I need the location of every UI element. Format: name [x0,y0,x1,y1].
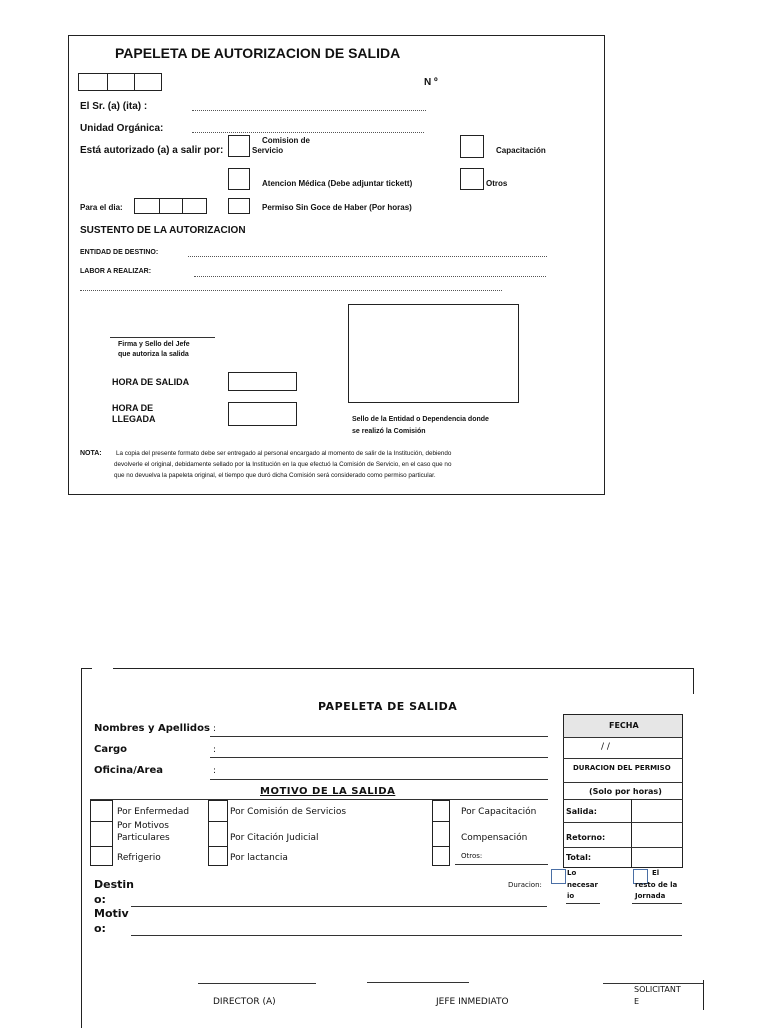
form2-motivo-label-2: o: [94,922,106,935]
form2-salida-label: Salida: [566,807,597,816]
form2-frame-top [113,668,693,669]
form2-resto-underline [632,903,682,904]
form1-entidad-label: ENTIDAD DE DESTINO: [80,249,159,256]
form2-lactancia-checkbox[interactable] [208,846,228,866]
form2-refrigerio-checkbox[interactable] [90,846,113,866]
form2-capacitacion-label: Por Capacitación [461,807,537,817]
form1-nota-line-3: que no devuelva la papeleta original, el tiempo que duró dicha Comisión será considerado como permiso particular. [114,472,436,479]
form1-unidad-field[interactable] [192,132,424,133]
form2-motivo-field[interactable] [131,935,682,936]
form1-firma-line [110,337,215,338]
form2-lo-necesario-checkbox[interactable] [551,869,566,884]
form2-comision-label: Por Comisión de Servicios [230,807,347,817]
form1-sr-label: El Sr. (a) (ita) : [80,101,148,112]
form2-lo-necesario-underline [566,903,600,904]
form2-citacion-label: Por Citación Judicial [230,833,319,843]
form2-compensacion-checkbox[interactable] [432,821,450,847]
form1-hora-llegada-field[interactable] [228,402,297,426]
form1-dia-box-3[interactable] [182,198,207,214]
form2-comision-checkbox[interactable] [208,800,228,822]
form2-duracion-header: DURACION DEL PERMISO [573,764,671,772]
form1-hora-llegada-label-1: HORA DE [112,403,154,413]
form2-particulares-checkbox[interactable] [90,821,113,847]
form2-lo-necesario-label-1: Lo [567,869,577,877]
form1-number-box-1[interactable] [78,73,108,91]
form2-fecha-header: FECHA [609,721,639,730]
form2-motivo-label-1: Motiv [94,907,129,920]
form2-oficina-colon: : [213,766,217,776]
form1-firma-label-2: que autoriza la salida [118,351,189,358]
form2-retorno-label: Retorno: [566,833,606,842]
form1-nota-label: NOTA: [80,450,102,457]
form2-resto-label-3: Jornada [635,892,666,900]
form2-cargo-label: Cargo [94,744,128,755]
form1-firma-label-1: Firma y Sello del Jefe [118,341,190,348]
form2-fecha-row-line-1 [563,737,683,738]
form2-nombres-colon: : [213,724,217,734]
form2-nombres-label: Nombres y Apellidos [94,723,210,734]
form2-solo-horas: (Solo por horas) [589,787,662,796]
form1-frame [68,35,605,495]
form2-fecha-row-line-6 [563,847,683,848]
form2-jefe-signature-line [367,982,469,983]
form2-director-signature-line [198,983,316,984]
form2-otros-checkbox[interactable] [432,846,450,866]
form2-solicitante-signature-line [603,983,704,984]
form2-nombres-field[interactable] [210,736,548,737]
form2-oficina-field[interactable] [210,779,548,780]
form1-comision-label-2: Servicio [252,146,284,155]
form1-otros-checkbox[interactable] [460,168,484,190]
form1-dia-box-2[interactable] [159,198,183,214]
form1-otros-label: Otros [486,179,508,188]
form1-comision-checkbox[interactable] [228,135,250,157]
form2-motivo-top-line [90,799,548,800]
form2-lo-necesario-label-2: necesar [567,881,598,889]
form2-particulares-label-1: Por Motivos [117,821,169,831]
form1-medica-checkbox[interactable] [228,168,250,190]
form2-capacitacion-checkbox[interactable] [432,800,450,822]
form1-entidad-field[interactable] [188,256,547,257]
form1-hora-salida-field[interactable] [228,372,297,391]
form2-destino-label-2: o: [94,893,106,906]
form2-citacion-checkbox[interactable] [208,821,228,847]
form2-destino-field[interactable] [131,906,547,907]
form2-destino-label-1: Destin [94,878,134,891]
form2-solicitante-label-1: SOLICITANT [634,985,681,994]
form2-lo-necesario-label-3: io [567,892,575,900]
form1-permiso-label: Permiso Sin Goce de Haber (Por horas) [262,203,412,212]
form2-motivo-title: MOTIVO DE LA SALIDA [260,786,396,797]
form1-dia-box-1[interactable] [134,198,160,214]
form1-labor-field-2[interactable] [80,290,502,291]
form2-duracion-label: Duracion: [508,881,542,889]
form2-enfermedad-checkbox[interactable] [90,800,113,822]
form2-fecha-value[interactable]: / / [601,742,610,752]
form1-labor-label: LABOR A REALIZAR: [80,268,152,275]
form1-capacitacion-checkbox[interactable] [460,135,484,158]
form2-fecha-col-divider [631,799,632,868]
form1-title: PAPELETA DE AUTORIZACION DE SALIDA [115,45,401,61]
form2-fecha-row-line-3 [563,782,683,783]
form2-compensacion-label: Compensación [461,833,528,843]
form1-permiso-checkbox[interactable] [228,198,250,214]
form2-oficina-label: Oficina/Area [94,765,163,776]
form1-number-box-3[interactable] [134,73,162,91]
form2-particulares-label-2: Particulares [117,833,170,843]
form2-total-label: Total: [566,853,592,862]
form2-otros-field[interactable] [455,864,548,865]
form2-frame-top-left [81,668,92,669]
form1-medica-label: Atencion Médica (Debe adjuntar tickett) [262,179,413,188]
form2-jefe-label: JEFE INMEDIATO [436,997,509,1007]
form1-nota-line-2: devolverle el original, debidamente sellado por la Institución en la que efectuó la Comisión de Servicio, en el caso que no [114,461,452,468]
form1-hora-salida-label: HORA DE SALIDA [112,377,190,387]
form2-fecha-row-line-4 [563,799,683,800]
form2-title: PAPELETA DE SALIDA [318,700,458,713]
form2-otros-label: Otros: [461,852,483,860]
form1-number-label: N º [424,77,438,88]
form2-frame-right [693,668,694,694]
form1-hora-llegada-label-2: LLEGADA [112,414,156,424]
form2-resto-label-1: El [652,869,660,877]
form2-enfermedad-label: Por Enfermedad [117,807,190,817]
form2-lactancia-label: Por lactancia [230,853,288,863]
form1-para-dia-label: Para el dia: [80,203,123,212]
form1-sello-label-2: se realizó la Comisión [352,428,426,435]
form1-nota-line-1: La copia del presente formato debe ser entregado al personal encargado al momento de salir de la Institución, debiendo [116,450,452,457]
form2-director-label: DIRECTOR (A) [213,997,276,1007]
form1-labor-field[interactable] [194,276,546,277]
form2-fecha-row-line-2 [563,758,683,759]
form1-capacitacion-label: Capacitación [496,146,546,155]
form1-sello-box[interactable] [348,304,519,403]
form2-solicitante-tick [703,980,704,1010]
form1-unidad-label: Unidad Orgánica: [80,123,164,134]
form1-sustento-title: SUSTENTO DE LA AUTORIZACION [80,225,246,236]
form2-cargo-field[interactable] [210,757,548,758]
form1-number-box-2[interactable] [107,73,135,91]
form2-fecha-row-line-5 [563,822,683,823]
form2-resto-label-2: resto de la [635,881,678,889]
form2-solicitante-label-2: E [634,997,640,1006]
form1-sr-field[interactable] [192,110,426,111]
form1-comision-label-1: Comision de [262,136,311,145]
form2-refrigerio-label: Refrigerio [117,853,161,863]
form2-cargo-colon: : [213,745,217,755]
form1-sello-label-1: Sello de la Entidad o Dependencia donde [352,416,489,423]
form1-autorizado-label: Está autorizado (a) a salir por: [80,145,224,156]
